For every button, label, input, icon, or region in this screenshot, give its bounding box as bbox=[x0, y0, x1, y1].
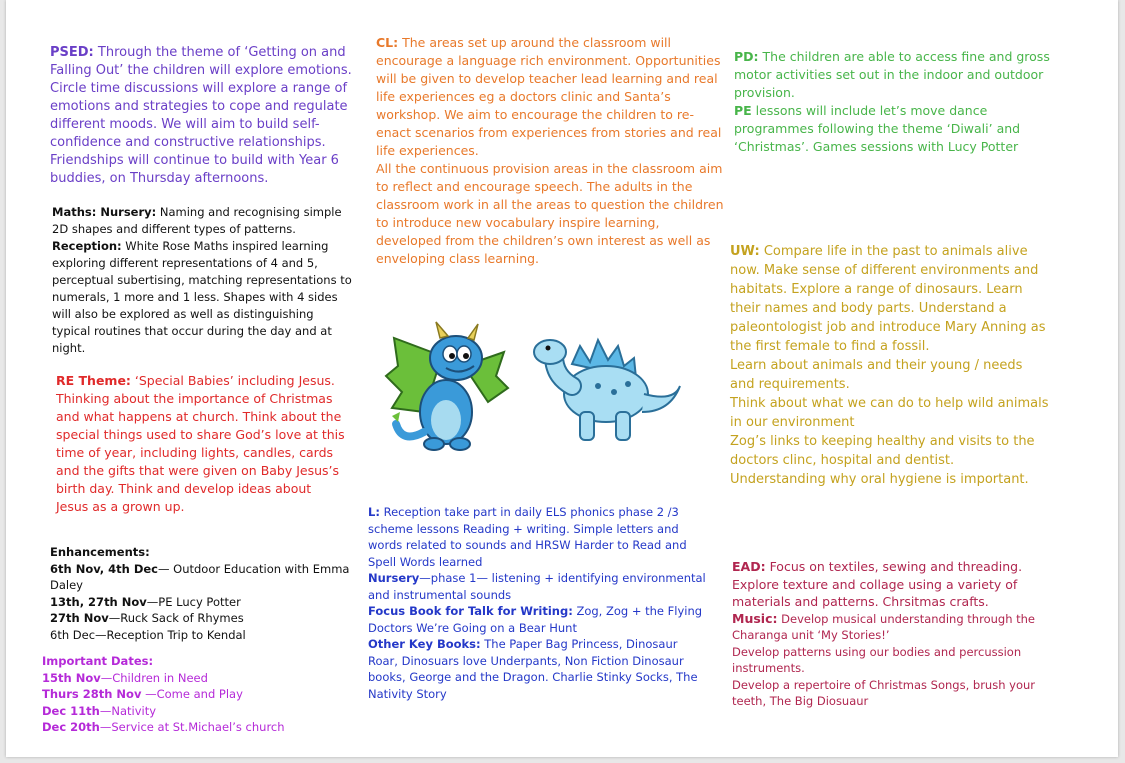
focus-book-label: Focus Book for Talk for Writing: bbox=[368, 604, 573, 618]
enhancements-heading: Enhancements: bbox=[50, 545, 150, 559]
other-books-text: The Paper Bag Princess, Dinosaur Roar, Dinosuars love Underpants, Non Fiction Dinosaur books, George and the Dragon. Charlie Stinky Socks, The Nativity Story bbox=[368, 637, 698, 701]
dinosaur-illustrations bbox=[384, 316, 684, 460]
cl-section bbox=[376, 34, 726, 268]
literacy-heading: L: bbox=[368, 505, 380, 519]
ead-heading: EAD: bbox=[732, 559, 766, 574]
uw-text-4: Zog’s links to keeping healthy and visits to the doctors clinc, hospital and dentist. bbox=[730, 434, 1035, 468]
psed-text: Through the theme of ‘Getting on and Falling Out’ the children will explore emotions. Circle time discussions will explore a range of emotions and strategies to cope and regulate different moods. We will aim to build self-confidence and constructive relationships. Friendships will continue to build with Year 6 buddies, on Thursday afternoons. bbox=[50, 45, 352, 186]
enhancement-item: 27th Nov—Ruck Sack of Rhymes bbox=[50, 611, 244, 625]
literacy-nursery-label: Nursery bbox=[368, 571, 420, 585]
literacy-nursery-text: —phase 1— listening + identifying environmental and instrumental sounds bbox=[368, 571, 706, 602]
uw-text: Compare life in the past to animals alive now. Make sense of different environments and habitats. Explore a range of dinosaurs. Learn their names and body parts. Understand a paleontologist job and introduce Mary Anning as the first female to find a fossil. bbox=[730, 244, 1046, 354]
cl-text: The areas set up around the classroom will encourage a language rich environment. Opportunities will be given to develop teacher lead learning and real life experiences eg a doctors clinic and Santa’s workshop. We aim to encourage the children to re-enact scenarios from experiences from stories and real life experiences. bbox=[376, 35, 722, 158]
re-text: ‘Special Babies’ including Jesus. Thinking about the importance of Christmas and what happens at church. Think about the special things used to share God’s love at this time of year, including lights, candles, cards and the gifts that were given on Baby Jesus’s birth day. Think and develop ideas about Jesus as a grown up. bbox=[56, 373, 345, 514]
maths-reception-label: Reception: bbox=[52, 239, 122, 253]
music-label: Music: bbox=[732, 610, 778, 626]
psed-section bbox=[50, 44, 356, 188]
cl-heading: CL: bbox=[376, 35, 399, 50]
maths-nursery-text: Naming and recognising simple 2D shapes and different types of patterns. bbox=[52, 205, 342, 236]
pe-label: PE bbox=[734, 103, 752, 118]
important-dates-heading: Important Dates: bbox=[42, 654, 154, 668]
uw-text-5: Understanding why oral hygiene is important. bbox=[730, 472, 1029, 487]
music-text: Develop musical understanding through the Charanga unit ‘My Stories!’ bbox=[732, 611, 1036, 642]
other-books-label: Other Key Books: bbox=[368, 637, 481, 651]
ead-section bbox=[732, 558, 1052, 710]
ead-text: Focus on textiles, sewing and threading. Explore texture and collage using a variety of materials and patterns. Chrsitmas crafts. bbox=[732, 559, 1023, 609]
date-item: Dec 20th—Service at St.Michael’s church bbox=[42, 720, 285, 734]
uw-text-2: Learn about animals and their young / needs and requirements. bbox=[730, 358, 1023, 392]
maths-reception-text: White Rose Maths inspired learning exploring different representations of 4 and 5, perceptual subertising, matching representations to numerals, 1 more and 1 less. Shapes with 4 sides will also be explored as well as distinguishing typical routines that occur during the day and at night. bbox=[52, 239, 352, 355]
re-section bbox=[56, 372, 346, 516]
enhancements-section bbox=[50, 544, 360, 643]
ead-text-3: Develop a repertoire of Christmas Songs, brush your teeth, The Big Diosuaur bbox=[732, 677, 1036, 708]
pe-text: lessons will include let’s move dance programmes following the theme ‘Diwali’ and ‘Christmas’. Games sessions with Lucy Potter bbox=[734, 103, 1021, 154]
cl-text-2: All the continuous provision areas in the classroom aim to reflect and encourage speech. The adults in the classroom work in all the areas to question the children to introduce new vocabulary inspire learning, developed from the children’s own interest as well as enveloping class learning. bbox=[376, 161, 724, 266]
ead-text-2: Develop patterns using our bodies and percussion instruments. bbox=[732, 644, 1022, 675]
pd-section bbox=[734, 48, 1064, 156]
dragon-illustration bbox=[386, 322, 508, 450]
psed-heading: PSED: bbox=[50, 45, 94, 60]
re-heading: RE Theme: bbox=[56, 373, 131, 388]
literacy-section bbox=[368, 504, 708, 702]
enhancement-item: 6th Dec—Reception Trip to Kendal bbox=[50, 627, 246, 642]
maths-section bbox=[52, 204, 352, 357]
uw-heading: UW: bbox=[730, 244, 760, 259]
important-dates-section bbox=[42, 653, 342, 736]
literacy-text: Reception take part in daily ELS phonics phase 2 /3 scheme lessons Reading + writing. Simple letters and words related to sounds and HRSW Harder to Read and Spell Words learned bbox=[368, 505, 687, 569]
uw-section bbox=[730, 242, 1050, 489]
pd-heading: PD: bbox=[734, 49, 759, 64]
enhancement-item: 6th Nov, 4th Dec— Outdoor Education with Emma Daley bbox=[50, 561, 350, 592]
pd-text: The children are able to access fine and gross motor activities set out in the indoor and outdoor provision. bbox=[734, 49, 1050, 100]
newsletter-page bbox=[6, 0, 1118, 757]
date-item: Thurs 28th Nov —Come and Play bbox=[42, 687, 243, 701]
uw-text-3: Think about what we can do to help wild animals in our environment bbox=[730, 396, 1049, 430]
focus-book-text: Zog, Zog + the Flying Doctors We’re Going on a Bear Hunt bbox=[368, 604, 703, 635]
enhancement-item: 13th, 27th Nov—PE Lucy Potter bbox=[50, 594, 241, 609]
date-item: 15th Nov—Children in Need bbox=[42, 670, 208, 685]
date-item: Dec 11th—Nativity bbox=[42, 703, 157, 718]
dinosaur-illustration bbox=[534, 340, 680, 440]
maths-nursery-label: Maths: Nursery: bbox=[52, 205, 157, 219]
